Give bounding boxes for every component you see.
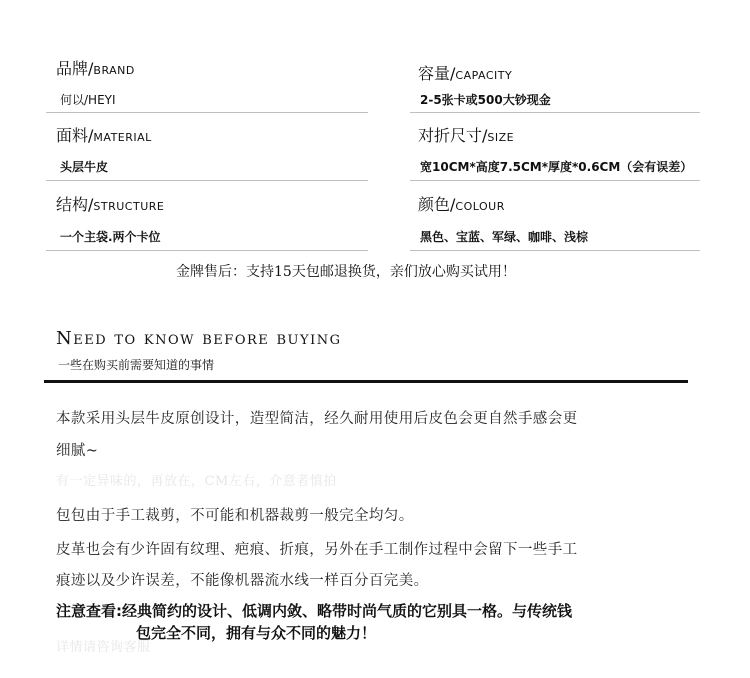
- size-label-en: SIZE: [487, 131, 515, 144]
- divider: [410, 250, 700, 251]
- material-label-en: MATERIAL: [93, 131, 152, 144]
- material-value: 头层牛皮: [60, 160, 109, 174]
- brand-label-en: BRAND: [93, 64, 135, 77]
- size-label-cn: 对折尺寸/: [418, 126, 488, 145]
- brand-label: [56, 56, 135, 79]
- note-line-1: [56, 600, 572, 621]
- divider: [410, 112, 700, 113]
- size-label: [418, 123, 514, 146]
- divider: [46, 250, 368, 251]
- paragraph-1-line-2: 细腻~: [56, 443, 99, 459]
- paragraph-3-line-2: 痕迹以及少许误差，不能像机器流水线一样百分百完美。: [56, 573, 429, 589]
- paragraph-3-line-1: 皮革也会有少许固有纹理、疤痕、折痕，另外在手工制作过程中会留下一些手工: [56, 542, 578, 558]
- colour-label: [418, 192, 505, 215]
- size-value: 宽10CM*高度7.5CM*厚度*0.6CM（会有误差）: [420, 160, 693, 174]
- paragraph-1-line-1: 本款采用头层牛皮原创设计，造型简洁，经久耐用使用后皮色会更自然手感会更: [56, 411, 578, 427]
- note-label: 注意查看:: [56, 602, 122, 620]
- faded-text-2: 详情请咨询客服: [56, 640, 151, 655]
- paragraph-2: 包包由于手工裁剪，不可能和机器裁剪一般完全均匀。: [56, 508, 414, 524]
- structure-label-cn: 结构/: [56, 195, 94, 214]
- faded-text: 有一定异味的，再放在，CM左右，介意者慎拍: [56, 474, 337, 489]
- section-subtitle: 一些在购买前需要知道的事情: [58, 358, 215, 372]
- divider: [410, 180, 700, 181]
- structure-label: [56, 192, 164, 215]
- colour-label-cn: 颜色/: [418, 195, 456, 214]
- material-label-cn: 面料/: [56, 126, 94, 145]
- section-rule: [44, 380, 688, 383]
- colour-label-en: COLOUR: [455, 200, 505, 213]
- section-title: Need to know before buying: [56, 328, 342, 349]
- note-line-2: 包完全不同，拥有与众不同的魅力！: [136, 624, 377, 642]
- capacity-value: 2-5张卡或500大钞现金: [420, 93, 551, 107]
- structure-label-en: STRUCTURE: [93, 200, 165, 213]
- note-text-1: 经典简约的设计、低调内敛、略带时尚气质的它别具一格。与传统钱: [122, 602, 573, 620]
- after-sales-note: 金牌售后：支持15天包邮退换货，亲们放心购买试用！: [176, 264, 516, 280]
- brand-value: 何以/HEYI: [60, 93, 116, 107]
- capacity-label-cn: 容量/: [418, 64, 456, 83]
- material-label: [56, 123, 152, 146]
- divider: [46, 180, 368, 181]
- colour-value: 黑色、宝蓝、军绿、咖啡、浅棕: [420, 230, 589, 244]
- capacity-label-en: CAPACITY: [455, 69, 513, 82]
- brand-label-cn: 品牌/: [56, 59, 94, 78]
- capacity-label: [418, 61, 512, 84]
- structure-value: 一个主袋.两个卡位: [60, 230, 161, 244]
- divider: [46, 112, 368, 113]
